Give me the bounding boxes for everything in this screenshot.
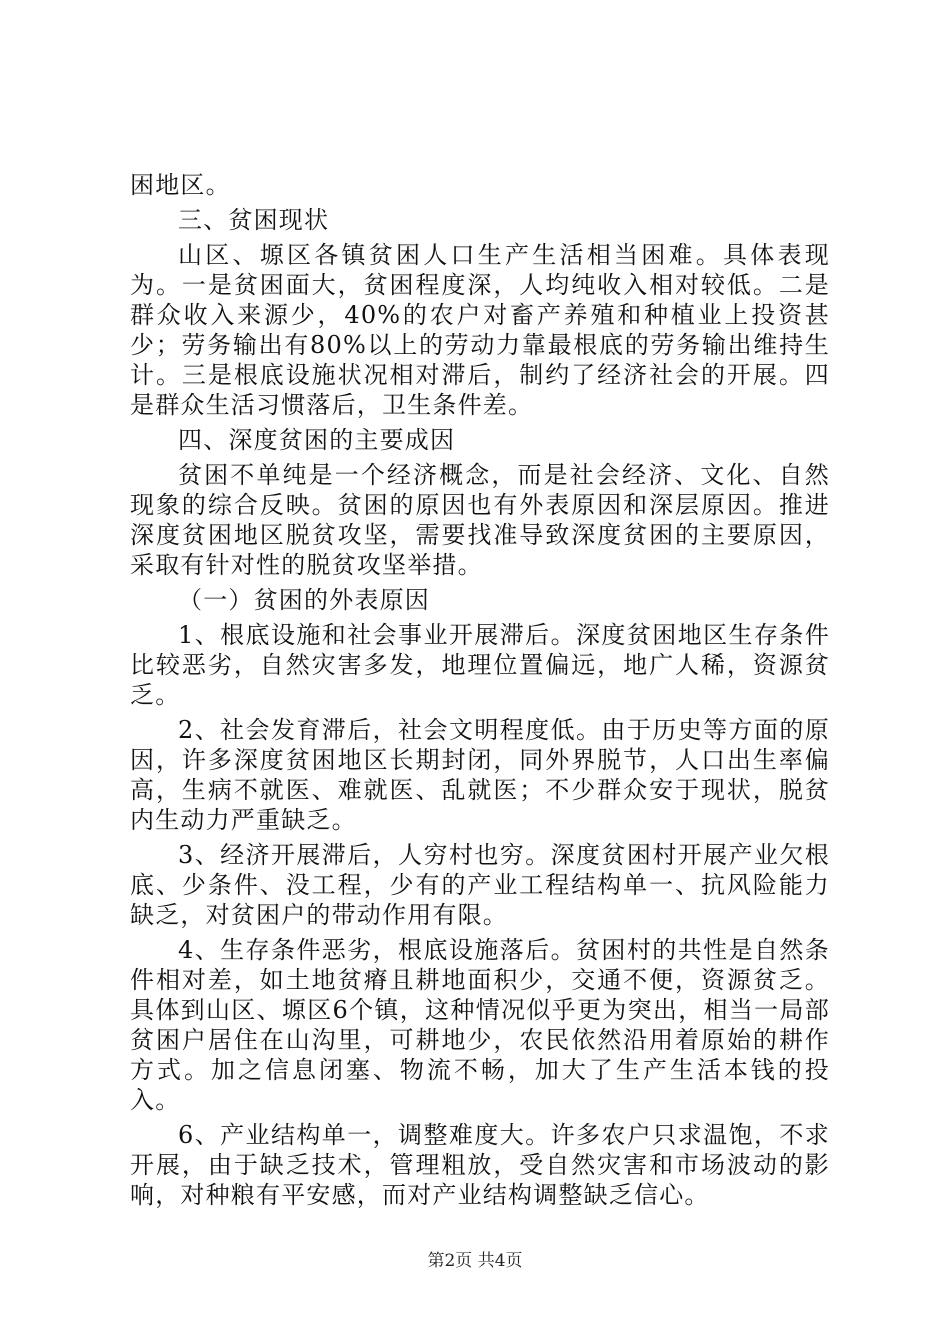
paragraph-cause-1: 1、根底设施和社会事业开展滞后。深度贫困地区生存条件比较恶劣，自然灾害多发，地理位置偏远，地广人稀，资源贫乏。	[130, 621, 830, 709]
paragraph-cause-6: 6、产业结构单一，调整难度大。许多农户只求温饱，不求开展，由于缺乏技术，管理粗放，受自然灾害和市场波动的影响，对种粮有平安感，而对产业结构调整缺乏信心。	[130, 1121, 830, 1209]
page-number-footer: 第2页 共4页	[427, 1251, 523, 1271]
paragraph-cause-2: 2、社会发育滞后，社会文明程度低。由于历史等方面的原因，许多深度贫困地区长期封闭，同外界脱节，人口出生率偏高，生病不就医、难就医、乱就医；不少群众安于现状，脱贫内生动力严重缺乏。	[130, 716, 830, 834]
paragraph-cause-3: 3、经济开展滞后，人穷村也穷。深度贫困村开展产业欠根底、少条件、没工程，少有的产业工程结构单一、抗风险能力缺乏，对贫困户的带动作用有限。	[130, 841, 830, 929]
section-heading-4: 四、深度贫困的主要成因	[178, 426, 456, 454]
subsection-heading-1: （一）贫困的外表原因	[178, 586, 430, 614]
paragraph-poverty-status: 山区、塬区各镇贫困人口生产生活相当困难。具体表现为。一是贫困面大，贫困程度深，人均纯收入相对较低。二是群众收入来源少，40%的农户对畜产养殖和种植业上投资甚少；劳务输出有80%以上的劳动力靠最根底的劳务输出维持生计。三是根底设施状况相对滞后，制约了经济社会的开展。四是群众生活习惯落后，卫生条件差。	[130, 241, 830, 419]
section-heading-3: 三、贫困现状	[178, 206, 330, 234]
paragraph-continuation: 困地区。	[130, 171, 231, 199]
paragraph-causes-intro: 贫困不单纯是一个经济概念，而是社会经济、文化、自然现象的综合反映。贫困的原因也有外表原因和深层原因。推进深度贫困地区脱贫攻坚，需要找准导致深度贫困的主要原因，采取有针对性的脱贫攻坚举措。	[130, 461, 830, 579]
document-page	[130, 170, 830, 1215]
paragraph-cause-4: 4、生存条件恶劣，根底设施落后。贫困村的共性是自然条件相对差，如土地贫瘠且耕地面积少，交通不便，资源贫乏。具体到山区、塬区6个镇，这种情况似乎更为突出，相当一局部贫困户居住在山沟里，可耕地少，农民依然沿用着原始的耕作方式。加之信息闭塞、物流不畅，加大了生产生活本钱的投入。	[130, 936, 830, 1114]
